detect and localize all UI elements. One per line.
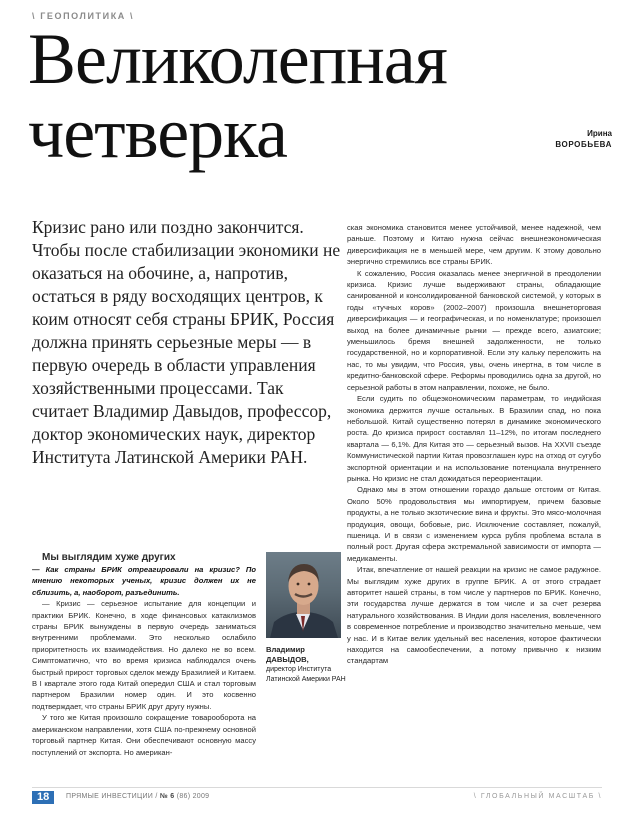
- caption-role: директор Института Латинской Америки РАН: [266, 666, 346, 683]
- portrait-photo: [266, 552, 341, 638]
- magazine-name: [66, 793, 209, 800]
- title-line-2: четверка: [28, 93, 288, 173]
- caption-first-name: Владимир: [266, 645, 305, 654]
- lead-paragraph: Кризис рано или поздно закончится. Чтобы после стабилизации экономики не оказаться на обочине, а, напротив, остаться в ряду восходящих центров, к коим относят себя страны БРИК, Россия должна принять серьезные меры — в первую очередь в области управления хозяйственными процессами. Так считает Владимир Давыдов, профессор, доктор экономических наук, директор Института Латинской Америки РАН.: [32, 217, 341, 467]
- caption-last-name: ДАВЫДОВ,: [266, 655, 309, 664]
- subheading: Мы выглядим хуже других: [42, 552, 176, 563]
- body-paragraph: К сожалению, Россия оказалась менее энергичной в преодолении кризиса. Кризис лучше выдерживают страны, обладающие санированной и консолидированной банковской системой, у которых в годы «тучных коров» (2002–2007) произошла внешнеторговая диверсификация — и географическая, и по номенклатуре; произошел выход на более динамичные рынки — прежде всего, азиатские; уменьшилось бремя внешней задолженности, не только государственной, но и корпоративной. Если эту кальку переложить на нас, то мы увидим, что Россия, увы, очень инертна, в том числе в кредитно-банковской сфере. Реформы проводились одна за другой, но серьезной работы в этом направлении, похоже, не было.: [347, 268, 601, 392]
- body-paragraph: Итак, впечатление от нашей реакции на кризис не самое радужное. Мы выглядим хуже других в группе БРИК. А от этого страдает авторитет нашей страны, в том числе у партнеров по БРИК. Конечно, эти государства лучше держатся в том числе и за счет резерва натурального хозяйствования. В Индии доля населения, вовлеченного в современное потребление и производство значительно меньше, чем у нас. И в Китае велик удельный вес населения, которое фактически находится на самообеспечении, а потому привычно к низким стандартам: [347, 565, 601, 666]
- footer-section: \ ГЛОБАЛЬНЫЙ МАСШТАБ \: [473, 793, 602, 800]
- issue-detail: (86) 2009: [176, 793, 210, 800]
- body-paragraph: Если судить по общеэкономическим параметрам, то индийская экономика держится лучше остальных. В Бразилии спад, но пока небольшой. Китай существенно потерял в динамике экономического роста. До кризиса прирост составлял 11–12%, по итогам последнего квартала — 6,1%. Для Китая это — серьезный вызов. На XXVII съезде Коммунистической партии Китая провозглашен курс на отход от сугубо экспортной ориентации и на использование потенциала внутреннего рынка. Но кризис не стал дожидаться переориентации.: [347, 394, 601, 483]
- author-byline: [555, 128, 612, 150]
- author-last-name: ВОРОБЬЕВА: [555, 140, 612, 149]
- body-paragraph: — Кризис — серьезное испытание для концепции и практики БРИК. Конечно, в ходе финансовых катаклизмов страны БРИК вынуждены в первую очередь заниматься внутренними проблемами. Это несколько ослабило приоритетность их взаимодействия. Но далеко не во всем. Симптоматично, что во время кризиса наблюдался очень быстрый прирост торговых сделок между Бразилией и Китаем. В I квартале этого года Китай опередил США и стал торговым партнером Бразилии номер один. И это косвенно подтверждает, что страны БРИК друг другу нужны.: [32, 599, 256, 711]
- right-column: [347, 222, 601, 667]
- issue-number: № 6: [159, 793, 175, 800]
- article-title: [28, 19, 628, 173]
- photo-caption: [266, 645, 346, 685]
- section-rubric: \ ГЕОПОЛИТИКА \: [32, 11, 135, 21]
- body-paragraph: Однако мы в этом отношении гораздо дальше отстоим от Китая. Около 50% продовольствия мы импортируем, причем базовые продукты, а не только экзотические вина и фрукты. Это мясо-молочная продукция, овощи, бобовые, рис. Исключение составляет, пожалуй, пшеница. И в связи с изменением курса рубля проблема встала в полный рост. Другая сфера экстремальной зависимости от импорта — медикаменты.: [347, 485, 601, 563]
- page-footer: [32, 787, 602, 804]
- portrait-illustration: [266, 552, 341, 638]
- body-paragraph: У того же Китая произошло сокращение товарооборота на американском направлении, хотя США по-прежнему основной торговый партнер Китая. Они обеспечивают основную массу поступлений от экспорта. Но американ-: [32, 713, 256, 757]
- author-first-name: Ирина: [587, 129, 612, 138]
- page-number: 18: [32, 791, 54, 804]
- body-paragraph: ская экономика становится менее устойчивой, менее надежной, чем раньше. Поэтому и Китаю нужна сейчас внешнеэкономическая диверсификация не в меньшей мере, чем другим. К этому довольно энергично стремились все страны БРИК.: [347, 223, 601, 267]
- magazine-title: ПРЯМЫЕ ИНВЕСТИЦИИ /: [66, 793, 158, 800]
- interview-question: — Как страны БРИК отреагировали на кризис? По мнению некоторых ученых, кризис должен их не сблизить, а, наоборот, разъединить.: [32, 565, 256, 597]
- left-column: [32, 552, 256, 758]
- title-line-1: Великолепная: [28, 19, 447, 99]
